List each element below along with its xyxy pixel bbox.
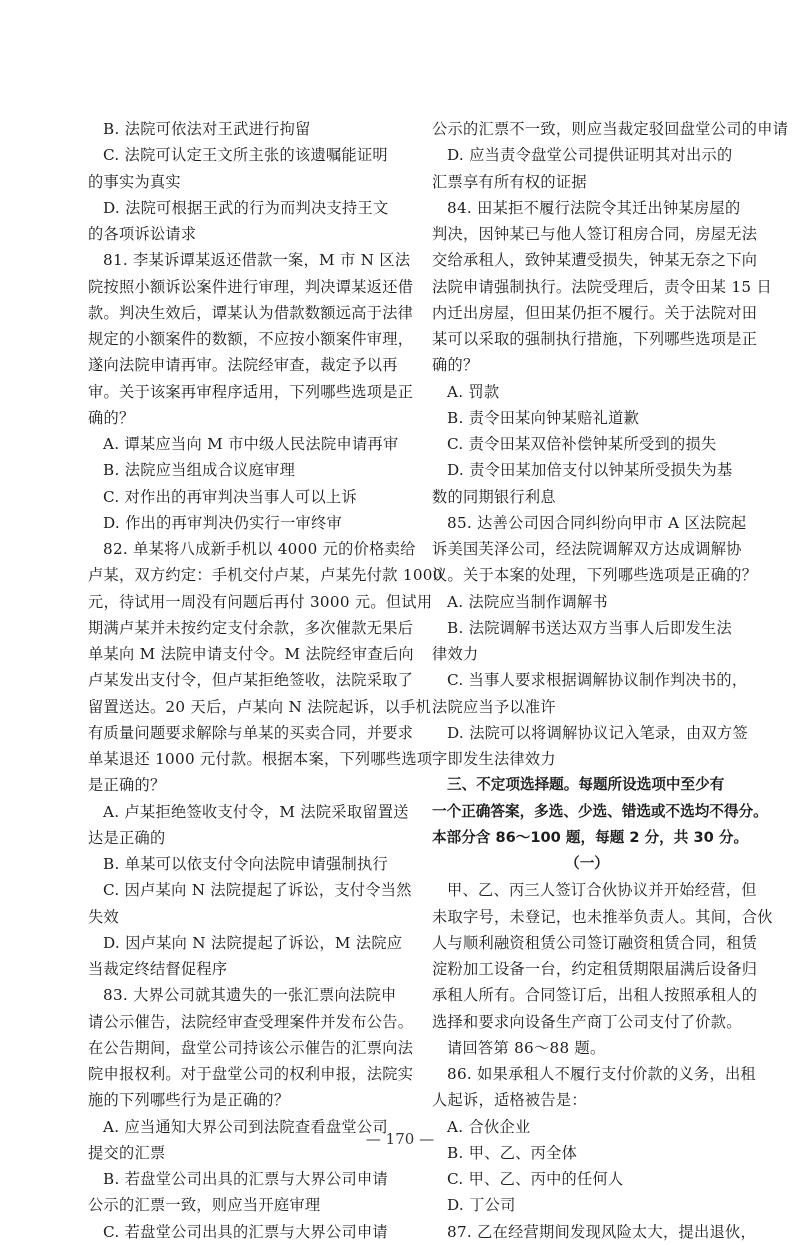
left-column-text-line: 期满卢某并未按约定支付余款，多次催款无果后 [88,618,414,637]
right-column-text-line: C. 责令田某双倍补偿钟某所受到的损失 [447,435,717,453]
right-column-text-line: （一） [565,855,609,872]
right-column-text-line: 判决，因钟某已与他人签订租房合同，房屋无法 [432,225,758,243]
left-column-text-line: 单某向 M 法院申请支付令。M 法院经审查后向 [88,645,414,663]
left-column-text-line: 院申报权利。对于盘堂公司的权利申报，法院实 [88,1065,414,1083]
left-column-text-line: C. 因卢某向 N 法院提起了诉讼，支付令当然 [103,881,412,900]
right-column-text-line: A. 法院应当制作调解书 [447,592,608,611]
left-column-text-line: 81. 李某诉谭某返还借款一案，M 市 N 区法 [103,251,411,270]
right-column-text-line: 87. 乙在经营期间发现风险太大，提出退伙， [447,1222,756,1241]
right-column-text-line: 85. 达善公司因合同纠纷向甲市 A 区法院起 [447,513,747,532]
right-column-text-line: 请回答第 86～88 题。 [447,1038,606,1057]
right-column-text-line: 交给承租人，致钟某遭受损失，钟某无奈之下向 [432,251,758,270]
left-column-text-line: 82. 单某将八成新手机以 4000 元的价格卖给 [103,540,416,558]
right-column-text-line: 淀粉加工设备一台，约定租赁期限届满后设备归 [432,960,758,978]
left-column-text-line: B. 若盘堂公司出具的汇票与大界公司申请 [103,1170,389,1188]
right-column-text-line: 某可以采取的强制执行措施，下列哪些选项是正 [432,330,758,348]
page-number: — 170 — [365,1130,435,1148]
left-column-text-line: 达是正确的 [88,828,166,847]
left-column-text-line: 卢某发出支付令，但卢某拒绝签收，法院采取了 [88,671,414,690]
right-column-text-line: 法院应当予以准许 [432,697,556,716]
left-column-text-line: 施的下列哪些行为是正确的？ [88,1091,290,1110]
right-column-text-line: 内迁出房屋，但田某仍拒不履行。关于法院对田 [432,303,758,322]
left-column-text-line: B. 法院应当组成合议庭审理 [103,461,296,480]
left-column-text-line: 确的？ [88,408,135,427]
left-column-text-line: C. 若盘堂公司出具的汇票与大界公司申请 [103,1222,388,1241]
right-column-text-line: B. 法院调解书送达双方当事人后即发生法 [447,618,733,637]
right-column-text-line: 84. 田某拒不履行法院令其迁出钟某房屋的 [447,198,741,217]
right-column-text-line: 公示的汇票不一致，则应当裁定驳回盘堂公司的申请 [432,120,789,138]
left-column-text-line: 院按照小额诉讼案件进行审理，判决谭某返还借 [88,277,414,296]
left-column-text-line: A. 谭某应当向 M 市中级人民法院申请再审 [103,435,399,453]
left-column-text-line: C. 对作出的再审判决当事人可以上诉 [103,487,357,506]
right-column-text-line: 字即发生法律效力 [432,750,556,768]
left-column-text-line: 请公示催告，法院经审查受理案件并发布公告。 [88,1012,414,1031]
left-column-text-line: 失效 [88,907,119,926]
left-column-text-line: 卢某，双方约定：手机交付卢某，卢某先付款 1000 [88,566,443,585]
right-column-text-line: 甲、乙、丙三人签订合伙协议并开始经营，但 [447,881,757,900]
left-column-text-line: 元，待试用一周没有问题后再付 3000 元。但试用 [88,592,433,611]
left-column-text-line: A. 卢某拒绝签收支付令，M 法院采取留置送 [103,802,409,821]
left-column-text-line: 公示的汇票一致，则应当开庭审理 [88,1196,321,1215]
right-column-text-line: 选择和要求向设备生产商丁公司支付了价款。 [432,1012,742,1031]
right-column-text-line: D. 法院可以将调解协议记入笔录，由双方签 [447,723,748,742]
left-column-text-line: C. 法院可认定王文所主张的该遗嘱能证明 [103,146,388,165]
left-column-text-line: 是正确的？ [88,776,166,795]
left-column-text-line: 审。关于该案再审程序适用，下列哪些选项是正 [88,382,414,401]
right-column-text-line: 本部分含 86～100 题，每题 2 分，共 30 分。 [432,828,749,846]
right-column-text-line: B. 责令田某向钟某赔礼道歉 [447,408,640,427]
right-column-text-line: D. 责令田某加倍支付以钟某所受损失为基 [447,461,733,480]
left-column-text-line: 留置送达。20 天后，卢某向 N 法院起诉，以手机 [88,697,432,716]
left-column-text-line: 款。判决生效后，谭某认为借款数额远高于法律 [88,303,414,322]
right-column-text-line: C. 甲、乙、丙中的任何人 [447,1170,624,1188]
left-column-text-line: 当裁定终结督促程序 [88,960,228,978]
left-column-text-line: 在公告期间，盘堂公司持该公示催告的汇票向法 [88,1038,414,1057]
left-column-text-line: D. 因卢某向 N 法院提起了诉讼，M 法院应 [103,933,403,952]
right-column-text-line: 一个正确答案，多选、少选、错选或不选均不得分。 [432,802,768,820]
right-column-text-line: 承租人所有。合同签订后，出租人按照承租人的 [432,986,758,1005]
right-column-text-line: 确的？ [432,356,479,375]
right-column-text-line: C. 当事人要求根据调解协议制作判决书的， [447,671,748,690]
left-column-text-line: 的各项诉讼请求 [88,225,197,243]
left-column-text-line: D. 法院可根据王武的行为而判决支持王文 [103,198,389,217]
left-column-text-line: A. 应当通知大界公司到法院查看盘堂公司 [103,1117,388,1136]
left-column-text-line: B. 单某可以依支付令向法院申请强制执行 [103,855,389,873]
left-column-text-line: D. 作出的再审判决仍实行一审终审 [103,513,343,532]
right-column-text-line: 议。关于本案的处理，下列哪些选项是正确的？ [432,566,758,585]
left-column-text-line: 有质量问题要求解除与单某的买卖合同，并要求 [88,723,414,742]
left-column-text-line: 规定的小额案件的数额，不应按小额案件审理， [88,330,414,348]
right-column-text-line: 数的同期银行利息 [432,487,556,506]
right-column-text-line: 汇票享有所有权的证据 [432,172,587,191]
right-column [432,116,789,1245]
left-column-text-line: B. 法院可依法对王武进行拘留 [103,120,311,138]
right-column-text-line: 三、不定项选择题。每题所设选项中至少有 [447,776,725,794]
right-column-text-line: A. 罚款 [447,382,500,401]
left-column-text-line: 单某退还 1000 元付款。根据本案，下列哪些选项 [88,750,433,768]
right-column-text-line: 诉美国芙泽公司，经法院调解双方达成调解协 [432,540,742,558]
right-column-text-line: 未取字号，未登记，也未推举负责人。其间，合伙 [432,907,773,926]
right-column-text-line: 人与顺利融资租赁公司签订融资租赁合同，租赁 [432,933,758,952]
right-column-text-line: D. 应当责令盘堂公司提供证明其对出示的 [447,146,733,165]
right-column-text-line: B. 甲、乙、丙全体 [447,1143,578,1162]
right-column-text-line: 律效力 [432,645,479,663]
right-column-text-line: D. 丁公司 [447,1196,516,1215]
left-column-text-line: 的事实为真实 [88,172,181,191]
right-column-text-line: A. 合伙企业 [447,1117,531,1136]
left-column-text-line: 83. 大界公司就其遗失的一张汇票向法院申 [103,986,397,1005]
left-column-text-line: 提交的汇票 [88,1143,166,1162]
right-column-text-line: 86. 如果承租人不履行支付价款的义务，出租 [447,1065,756,1083]
right-column-text-line: 人起诉，适格被告是： [432,1091,587,1110]
left-column-text-line: 遂向法院申请再审。法院经审查，裁定予以再 [88,356,398,375]
right-column-text-line: 法院申请强制执行。法院受理后，责令田某 15 日 [432,277,772,296]
